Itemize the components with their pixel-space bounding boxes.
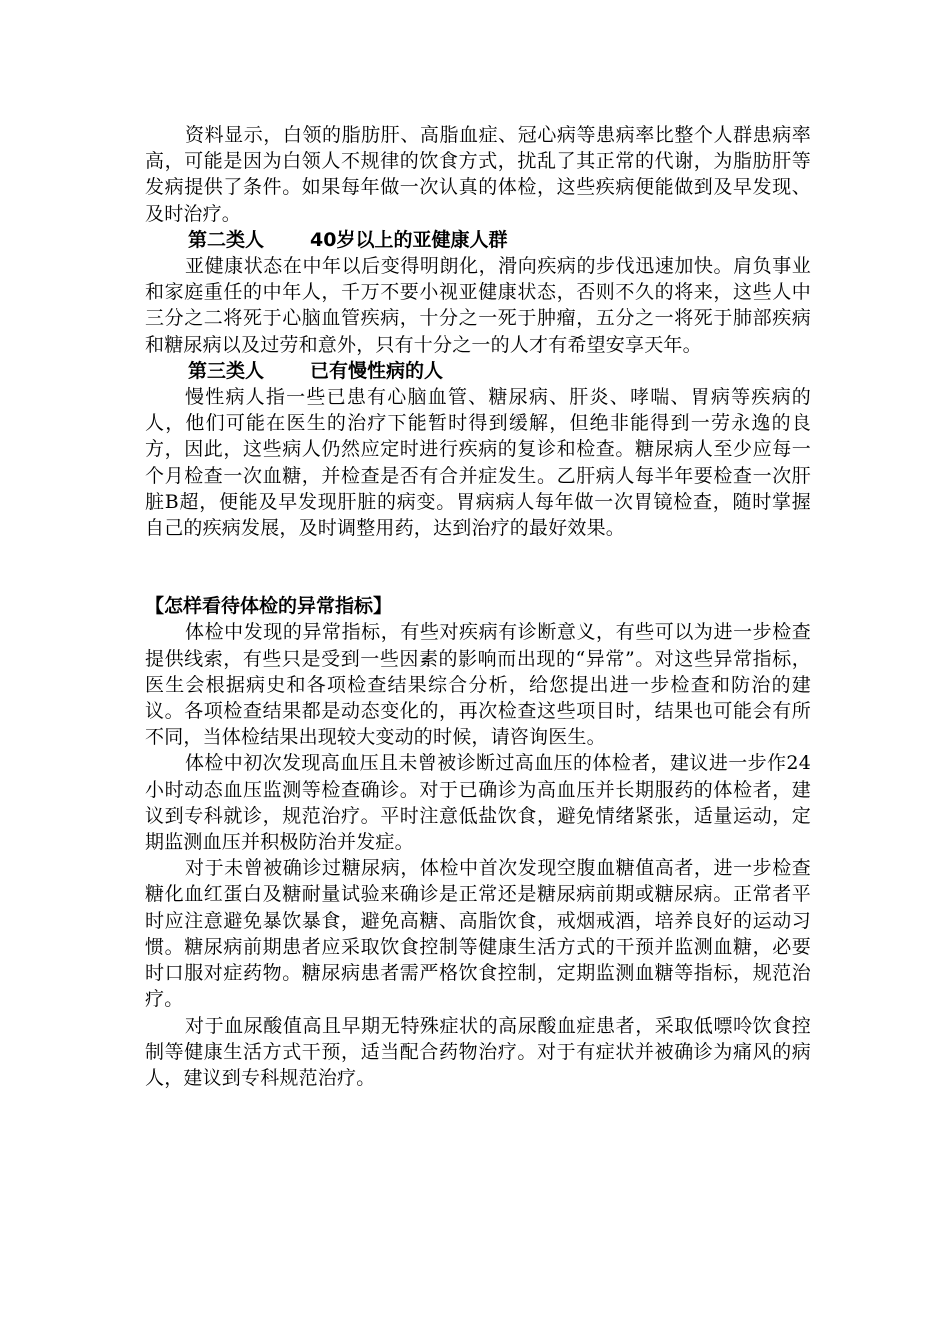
section-title-abnormal-indicators: 【怎样看待体检的异常指标】 (145, 595, 393, 618)
document-page (145, 122, 811, 1091)
heading-third-category-label: 第三类人 (188, 359, 265, 382)
heading-third-category (145, 358, 811, 384)
paragraph-white-collar: 资料显示，白领的脂肪肝、高脂血症、冠心病等患病率比整个人群患病率高，可能是因为白领人不规律的饮食方式，扰乱了其正常的代谢，为脂肪肝等发病提供了条件。如果每年做一次认真的体检，这些疾病便能做到及早发现、及时治疗。 (145, 124, 811, 225)
heading-second-category-text: 40岁以上的亚健康人群 (310, 228, 508, 251)
heading-third-category-text: 已有慢性病的人 (310, 359, 444, 382)
paragraph-chronic-disease: 慢性病人指一些已患有心脑血管、糖尿病、肝炎、哮喘、胃病等疾病的人，他们可能在医生的治疗下能暂时得到缓解，但绝非能得到一劳永逸的良方，因此，这些病人仍然应定时进行疾病的复诊和检查。糖尿病人至少应每一个月检查一次血糖，并检查是否有合并症发生。乙肝病人每半年要检查一次肝脏B超，便能及早发现肝脏的病变。胃病病人每年做一次胃镜检查，随时掌握自己的疾病发展，及时调整用药，达到治疗的最好效果。 (145, 386, 811, 540)
paragraph-abnormal-indicators: 体检中发现的异常指标，有些对疾病有诊断意义，有些可以为进一步检查提供线索，有些只是受到一些因素的影响而出现的“异常”。对这些异常指标，医生会根据病史和各项检查结果综合分析，给您提出进一步检查和防治的建议。各项检查结果都是动态变化的，再次检查这些项目时，结果也可能会有所不同，当体检结果出现较大变动的时候，请咨询医生。 (145, 621, 811, 749)
section-spacer (145, 541, 811, 593)
heading-second-category-label: 第二类人 (188, 228, 265, 251)
heading-second-category (145, 227, 811, 253)
paragraph-hypertension: 体检中初次发现高血压且未曾被诊断过高血压的体检者，建议进一步作24小时动态血压监测等检查确诊。对于已确诊为高血压并长期服药的体检者，建议到专科就诊，规范治疗。平时注意低盐饮食，避免情绪紧张，适量运动，定期监测血压并积极防治并发症。 (145, 752, 811, 854)
paragraph-diabetes: 对于未曾被确诊过糖尿病，体检中首次发现空腹血糖值高者，进一步检查糖化血红蛋白及糖耐量试验来确诊是正常还是糖尿病前期或糖尿病。正常者平时应注意避免暴饮暴食，避免高糖、高脂饮食，戒烟戒酒，培养良好的运动习惯。糖尿病前期患者应采取饮食控制等健康生活方式的干预并监测血糖，必要时口服对症药物。糖尿病患者需严格饮食控制，定期监测血糖等指标，规范治疗。 (145, 857, 811, 1011)
paragraph-subhealth: 亚健康状态在中年以后变得明朗化，滑向疾病的步伐迅速加快。肩负事业和家庭重任的中年人，千万不要小视亚健康状态，否则不久的将来，这些人中三分之二将死于心脑血管疾病，十分之一死于肿瘤，五分之一将死于肺部疾病和糖尿病以及过劳和意外，只有十分之一的人才有希望安享天年。 (145, 255, 811, 356)
paragraph-uric-acid: 对于血尿酸值高且早期无特殊症状的高尿酸血症患者，采取低嘌呤饮食控制等健康生活方式干预，适当配合药物治疗。对于有症状并被确诊为痛风的病人，建议到专科规范治疗。 (145, 1014, 811, 1089)
